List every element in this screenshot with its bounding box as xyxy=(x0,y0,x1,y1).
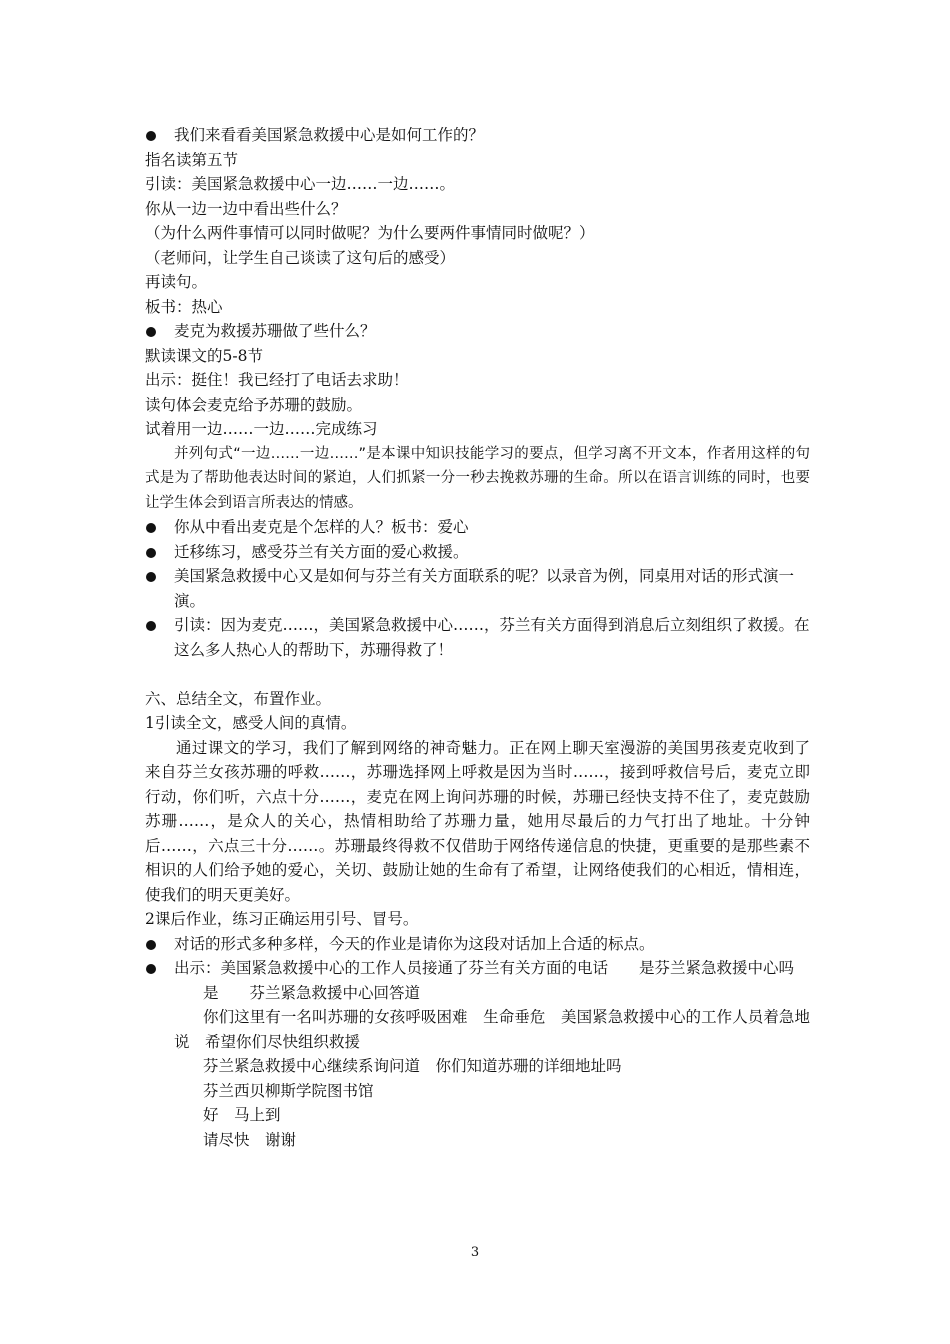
bullet-icon xyxy=(146,131,156,141)
bullet-item: 麦克为救援苏珊做了些什么？ xyxy=(145,319,810,344)
bullet-icon xyxy=(146,572,156,582)
dialogue-line: 你们这里有一名叫苏珊的女孩呼吸困难 生命垂危 美国紧急救援中心的工作人员着急地说 希望你们尽快组织救援 xyxy=(174,1008,810,1051)
bullet-item: 你从中看出麦克是个怎样的人？板书：爱心 xyxy=(145,515,810,540)
dialogue-line: 芬兰西贝柳斯学院图书馆 xyxy=(203,1081,374,1100)
text-line: 指名读第五节 xyxy=(145,150,239,169)
dialogue-line: 芬兰紧急救援中心继续系询问道 你们知道苏珊的详细地址吗 xyxy=(203,1057,622,1075)
text-line: 引读：美国紧急救援中心一边……一边……。 xyxy=(145,175,456,193)
text-line: 默读课文的5-8节 xyxy=(145,346,263,365)
bullet-icon xyxy=(146,523,156,533)
bullet-item: 出示：美国紧急救援中心的工作人员接通了芬兰有关方面的电话 是芬兰紧急救援中心吗 xyxy=(145,956,810,981)
text-line: 你从一边一边中看出些什么？ xyxy=(145,199,347,218)
text-line: （老师问，让学生自己谈读了这句后的感受） xyxy=(145,248,456,267)
bullet-icon xyxy=(146,940,156,950)
bullet-icon xyxy=(146,548,156,558)
bullet-icon xyxy=(146,964,156,974)
dialogue-line: 请尽快 谢谢 xyxy=(203,1130,297,1149)
bullet-icon xyxy=(146,327,156,337)
bullet-icon xyxy=(146,621,156,631)
text-line: 2课后作业，练习正确运用引号、冒号。 xyxy=(145,910,419,928)
bullet-item: 引读：因为麦克……，美国紧急救援中心……，芬兰有关方面得到消息后立刻组织了救援。在这么多人热心人的帮助下，苏珊得救了！ xyxy=(145,613,810,662)
spacer xyxy=(145,662,810,687)
bullet-item: 美国紧急救援中心又是如何与芬兰有关方面联系的呢？以录音为例，同桌用对话的形式演一演。 xyxy=(145,564,810,613)
bullet-item: 对话的形式多种多样，今天的作业是请你为这段对话加上合适的标点。 xyxy=(145,932,810,957)
text-line: 试着用一边……一边……完成练习 xyxy=(145,420,378,438)
dialogue-line: 好 马上到 xyxy=(203,1106,281,1124)
text-line: （为什么两件事情可以同时做呢？为什么要两件事情同时做呢？） xyxy=(145,224,595,242)
dialogue-line: 是 芬兰紧急救援中心回答道 xyxy=(203,983,421,1002)
text-line: 出示：挺住！我已经打了电话去求助！ xyxy=(145,371,409,389)
bullet-item: 我们来看看美国紧急救援中心是如何工作的？ xyxy=(145,123,810,148)
document-body xyxy=(145,123,810,1152)
text-line: 读句体会麦克给予苏珊的鼓励。 xyxy=(145,395,363,414)
commentary-paragraph: 并列句式“一边……一边……”是本课中知识技能学习的要点，但学习离不开文本，作者用这样的句式是为了帮助他表达时间的紧迫，人们抓紧一分一秒去挽救苏珊的生命。所以在语言训练的同时，也要让学生体会到语言所表达的情感。 xyxy=(145,445,810,511)
text-line: 1引读全文，感受人间的真情。 xyxy=(145,714,357,732)
text-line: 再读句。 xyxy=(145,273,208,291)
bullet-item: 迁移练习，感受芬兰有关方面的爱心救援。 xyxy=(145,540,810,565)
page-number: 3 xyxy=(470,1245,480,1260)
summary-paragraph: 通过课文的学习，我们了解到网络的神奇魅力。正在网上聊天室漫游的美国男孩麦克收到了来自芬兰女孩苏珊的呼救……，苏珊选择网上呼救是因为当时……，接到呼救信号后，麦克立即行动，你们听，六点十分……，麦克在网上询问苏珊的时候，苏珊已经快支持不住了，麦克鼓励苏珊……，是众人的关心，热情相助给了苏珊力量，她用尽最后的力气打出了地址。十分钟后……，六点三十分……。苏珊最终得救不仅借助于网络传递信息的快捷，更重要的是那些素不相识的人们给予她的爱心，关切、鼓励让她的生命有了希望，让网络使我们的心相近，情相连，使我们的明天更美好。 xyxy=(145,738,810,904)
section-heading: 六、总结全文，布置作业。 xyxy=(145,689,332,708)
text-line: 板书：热心 xyxy=(145,297,223,316)
